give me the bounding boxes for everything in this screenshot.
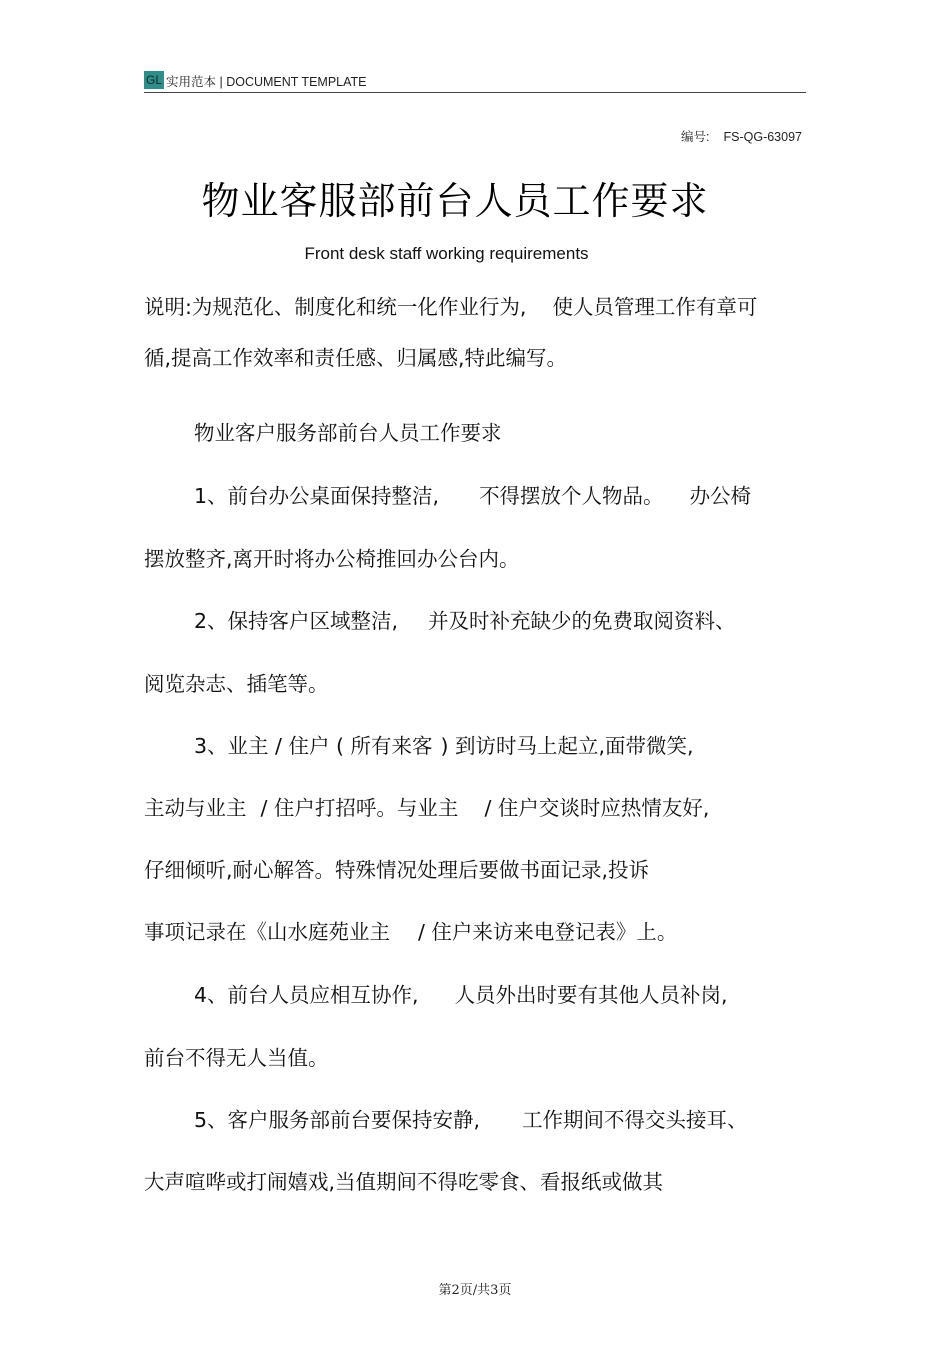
text-segment: 5、客户服务部前台要保持安静, (194, 1108, 481, 1132)
gl-logo: GL (145, 73, 162, 87)
page-footer: 第2页/共3页 (438, 1283, 512, 1298)
text-segment: 办公椅 (689, 484, 752, 508)
item-1-line-2 (144, 542, 520, 572)
item-2-line-2 (144, 667, 329, 697)
text-segment: 前台不得无人当值。 (144, 1046, 329, 1070)
text-segment: 循,提高工作效率和责任感、归属感,特此编写。 (144, 346, 568, 370)
document-number-value: FS-QG-63097 (723, 130, 802, 144)
text-segment: 使人员管理工作有章可 (552, 295, 758, 319)
text-segment: 仔细倾听,耐心解答。特殊情况处理后要做书面记录,投诉 (144, 858, 650, 882)
header-title: 实用范本 | DOCUMENT TEMPLATE (166, 75, 367, 89)
text-segment: / 住户来访来电登记表》上。 (418, 920, 678, 944)
page-header (144, 70, 806, 93)
text-segment: 人员外出时要有其他人员补岗, (454, 983, 728, 1007)
text-segment: 阅览杂志、插笔等。 (144, 672, 329, 696)
item-5-line-2 (144, 1165, 663, 1195)
text-segment: 摆放整齐,离开时将办公椅推回办公台内。 (144, 547, 520, 571)
text-segment: 说明:为规范化、制度化和统一化作业行为, (144, 295, 527, 319)
text-segment: 1、前台办公桌面保持整洁, (194, 484, 440, 508)
text-segment: 不得摆放个人物品。 (479, 484, 664, 508)
item-3-line-2 (144, 791, 709, 821)
text-segment: / 住户交谈时应热情友好, (484, 796, 710, 820)
text-segment: ) 到访时马上起立,面带微笑, (440, 734, 694, 758)
item-2-line-1 (194, 604, 736, 634)
text-segment: 工作期间不得交头接耳、 (522, 1108, 748, 1132)
text-segment: 并及时补充缺少的免费取阅资料、 (428, 609, 736, 633)
item-4-line-1 (194, 978, 728, 1008)
text-segment: / 住户打招呼。与业主 (260, 796, 459, 820)
item-1-line-1 (194, 479, 751, 509)
document-subtitle: Front desk staff working requirements (304, 244, 589, 263)
intro-line-2 (144, 341, 567, 371)
text-segment: 物业客户服务部前台人员工作要求 (194, 421, 502, 445)
text-segment: 3、业主 / 住户 ( 所有来客 (194, 734, 433, 758)
document-title: 物业客服部前台人员工作要求 (201, 179, 709, 223)
item-4-line-2 (144, 1041, 329, 1071)
section-heading (194, 416, 502, 446)
item-3-line-4 (144, 915, 677, 945)
document-number (681, 127, 802, 145)
text-segment: 大声喧哗或打闹嬉戏,当值期间不得吃零食、看报纸或做其 (144, 1170, 664, 1194)
text-segment: 主动与业主 (144, 796, 247, 820)
item-3-line-1 (194, 729, 694, 759)
text-segment: 4、前台人员应相互协作, (194, 983, 419, 1007)
item-5-line-1 (194, 1103, 748, 1133)
text-segment: 2、保持客户区域整洁, (194, 609, 399, 633)
text-segment: 事项记录在《山水庭苑业主 (144, 920, 390, 944)
document-number-label: 编号: (681, 130, 710, 144)
intro-line-1 (144, 290, 757, 320)
item-3-line-3 (144, 853, 649, 883)
